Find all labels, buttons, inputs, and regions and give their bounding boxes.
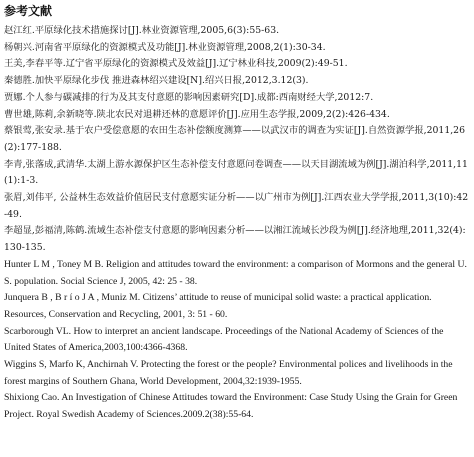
- reference-item: 王美,李春平等.辽宁省平原绿化的资源模式及效益[J].辽宁林业科技,2009(2):49-51.: [4, 58, 348, 70]
- reference-item: 杨朝兴.河南省平原绿化的资源模式及功能[J].林业资源管理,2008,2(1):30-34.: [4, 41, 326, 53]
- reference-item: 蔡银莺,张安录.基于农户受偿意愿的农田生态补偿额度测算——以武汉市的调查为实证[J].自然资源学报,2011,26(2):177-188.: [4, 125, 466, 153]
- reference-list: [4, 23, 470, 424]
- reference-item: Hunter L M , Toney M B. Religion and attitudes toward the environment: a comparison of Mormons and the general U. S. population. Social Science J, 2005, 42: 25 - 38.: [4, 258, 467, 287]
- reference-item: Shixiong Cao. An Investigation of Chinese Attitudes toward the Environment: Case Study Using the Grain for Green Project. Royal Swedish Academy of Sciences.2009.2(38):55-64.: [4, 392, 458, 421]
- reference-item: 曹世雄,陈莉,余新晓等.陕北农民对退耕还林的意愿评价[J].应用生态学报,2009,2(2):426-434.: [4, 108, 390, 120]
- reference-item: 秦德胜.加快平原绿化步伐 推进森林绍兴建设[N].绍兴日报,2012,3.12(3).: [4, 75, 309, 87]
- reference-item: Junquera B , B r í o J A , Muniz M. Citizens’ attitude to reuse of municipal solid waste: a practical application. Resources, Conservation and Recycling, 2001, 3: 51 - 60.: [4, 292, 432, 320]
- reference-item: 李超显,彭福清,陈鹤.流域生态补偿支付意愿的影响因素分析——以湘江流域长沙段为例[J].经济地理,2011,32(4):130-135.: [4, 225, 466, 254]
- reference-item: 李青,张落成,武清华.太湖上游水源保护区生态补偿支付意愿问卷调查——以天目湖流域为例[J].湖泊科学,2011,11(1):1-3.: [4, 158, 468, 187]
- references-heading: 参考文献: [4, 4, 53, 18]
- reference-item: 贾娜.个人参与碳减排的行为及其支付意愿的影响因素研究[D].成都:西南财经大学,2012:7.: [4, 91, 374, 103]
- reference-item: Scarborough VL. How to interpret an ancient landscape. Proceedings of the National Academy of Sciences of the United States of America,2003,100:4366-4368.: [4, 325, 444, 354]
- reference-item: 赵江红.平原绿化技术措施探讨[J].林业资源管理,2005,6(3):55-63.: [4, 25, 280, 36]
- reference-item: Wiggins S, Marfo K, Anchirnah V. Protecting the forest or the people? Environmental polices and livelihoods in the forest margins of Southern Ghana, World Development, 2004,32:1939-1955.: [4, 359, 453, 387]
- reference-item: 张眉,刘伟平, 公益林生态效益价值居民支付意愿实证分析——以广州市为例[J].江西农业大学学报,2011,3(10):42-49.: [4, 192, 469, 220]
